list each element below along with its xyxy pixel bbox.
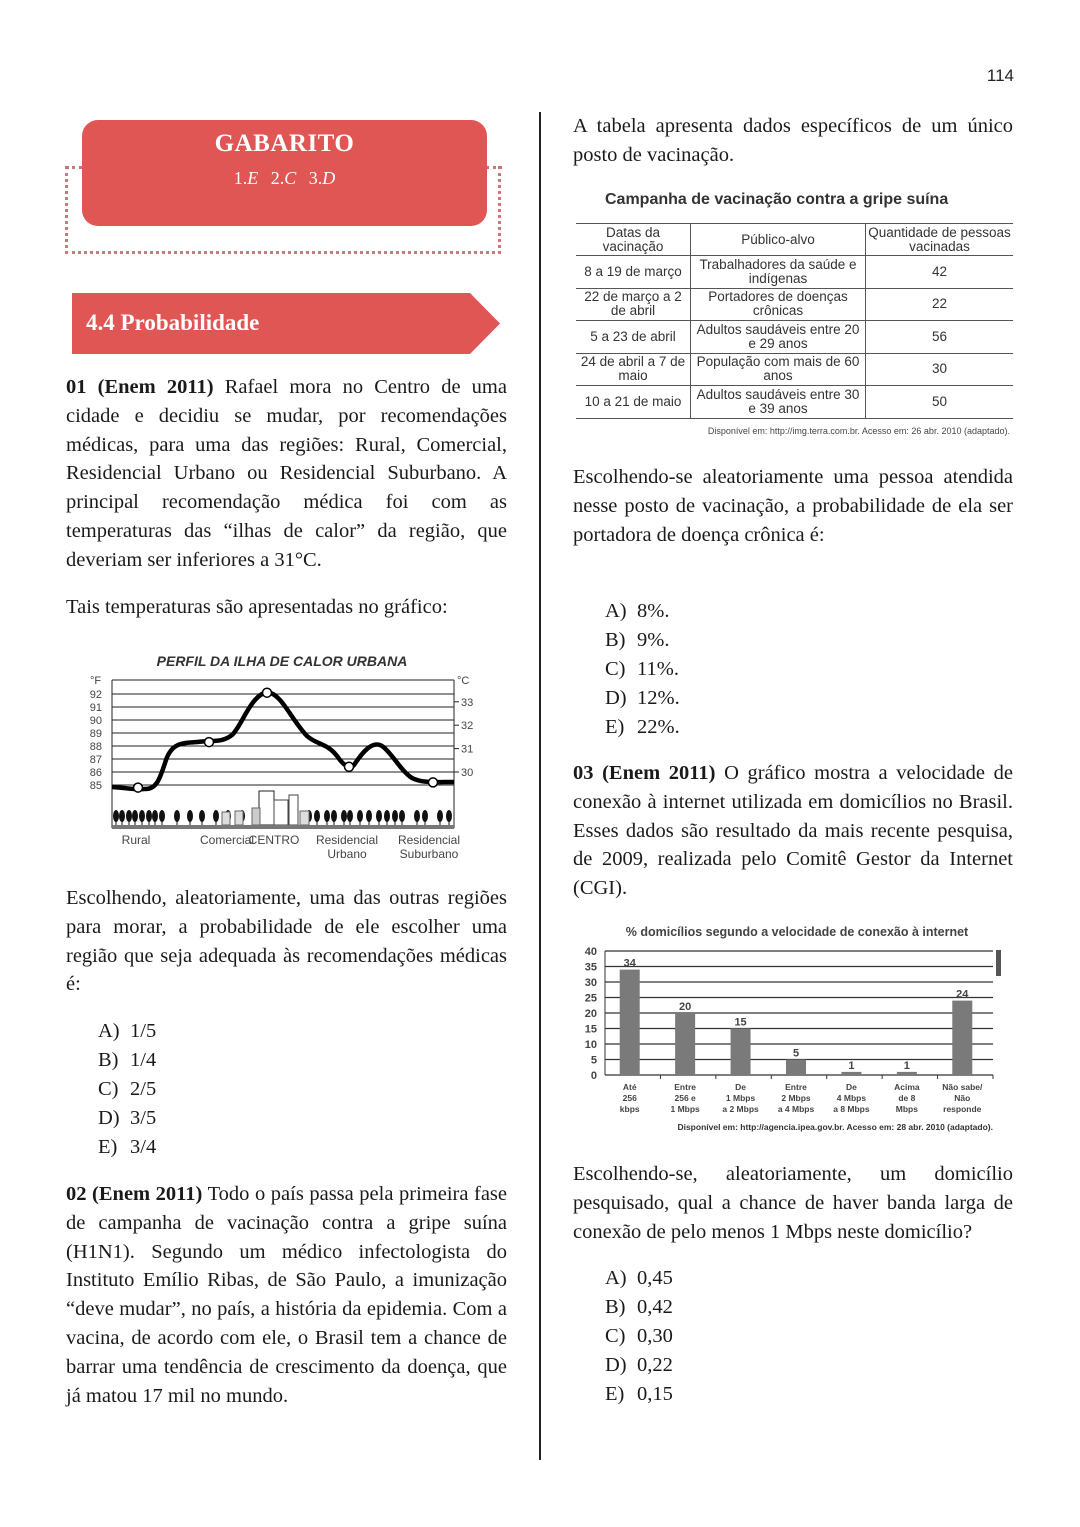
- option-e[interactable]: E) 22%.: [605, 716, 680, 738]
- svg-text:91: 91: [89, 702, 102, 714]
- chart-title: PERFIL DA ILHA DE CALOR URBANA: [156, 653, 408, 669]
- question-3-options: [605, 1264, 673, 1409]
- answer-3: 3.D: [308, 168, 336, 188]
- svg-text:24: 24: [956, 988, 969, 1001]
- answer-key-box: [82, 120, 487, 226]
- bars: [620, 958, 973, 1075]
- y-axis-ticks-c: [454, 697, 473, 779]
- table-title: Campanha de vacinação contra a gripe suína: [605, 191, 949, 208]
- option-c[interactable]: C) 0,30: [605, 1325, 673, 1347]
- table-header-row: [576, 224, 1013, 256]
- option-c[interactable]: C) 11%.: [605, 658, 679, 680]
- question-1-lead-in: Tais temperaturas são apresentadas no gráfico:: [66, 596, 448, 618]
- question-3-statement: [573, 759, 1013, 903]
- svg-text:Entre: Entre: [785, 1082, 807, 1092]
- svg-text:Não: Não: [954, 1093, 971, 1103]
- svg-text:kbps: kbps: [619, 1104, 640, 1114]
- svg-text:25: 25: [584, 992, 597, 1005]
- header-dates: Datas da vacinação: [576, 224, 691, 256]
- svg-text:86: 86: [89, 767, 102, 779]
- skyline-illustration: [113, 791, 452, 825]
- svg-text:256: 256: [622, 1093, 637, 1103]
- svg-text:32: 32: [461, 720, 474, 733]
- dotted-frame-top-right: [486, 166, 502, 169]
- column-divider: [539, 112, 541, 1460]
- svg-text:Mbps: Mbps: [895, 1104, 918, 1114]
- table-row: 22 de março a 2 de abril Portadores de doenças crônicas 22: [576, 288, 1013, 321]
- section-title: 4.4 Probabilidade: [86, 310, 260, 335]
- heat-island-chart: [82, 648, 482, 866]
- question-1-tag: 01 (Enem 2011): [66, 376, 214, 398]
- table-row: 24 de abril a 7 de maio População com mais de 60 anos 30: [576, 353, 1013, 386]
- section-banner: [72, 293, 500, 354]
- x-axis-labels: [122, 833, 460, 861]
- question-2-options: [605, 597, 680, 742]
- svg-text:1 Mbps: 1 Mbps: [725, 1093, 756, 1103]
- svg-text:15: 15: [584, 1023, 597, 1036]
- vertical-credit-mark: [996, 950, 1001, 976]
- svg-text:Entre: Entre: [674, 1082, 697, 1092]
- header-quantity: Quantidade de pessoas vacinadas: [866, 224, 1014, 256]
- option-b[interactable]: B) 0,42: [605, 1296, 673, 1318]
- svg-text:85: 85: [89, 780, 102, 792]
- vaccination-table: [576, 223, 1013, 419]
- question-2-prompt: Escolhendo-se aleatoriamente uma pessoa atendida nesse posto de vacinação, a probabilidade de ela ser portadora de doença crônica é:: [573, 466, 1013, 546]
- svg-text:De: De: [845, 1082, 857, 1092]
- svg-text:10: 10: [584, 1039, 597, 1051]
- question-1-text: Rafael mora no Centro de uma cidade e decidiu se mudar, por recomendações médicas, para uma das regiões: Rural, Comercial, Residencial Urbano ou Residencial Suburbano. A principal recomendação médica foi com as temperaturas das “ilhas de calor” da região, que deveriam ser inferiores a 31°C.: [66, 376, 507, 571]
- svg-text:CENTRO: CENTRO: [248, 833, 300, 847]
- question-2-tag: 02 (Enem 2011): [66, 1183, 203, 1205]
- svg-text:34: 34: [623, 957, 636, 970]
- header-target: Público-alvo: [691, 224, 866, 256]
- option-b[interactable]: B) 1/4: [98, 1049, 157, 1071]
- question-1-prompt: Escolhendo, aleatoriamente, uma das outras regiões para morar, a probabilidade de ele escolher uma região que seja adequada às recomendações médicas é:: [66, 887, 507, 996]
- option-a[interactable]: A) 8%.: [605, 600, 670, 622]
- answer-key-list: [82, 168, 487, 189]
- svg-text:4 Mbps: 4 Mbps: [836, 1093, 867, 1103]
- question-2-statement: [66, 1180, 507, 1410]
- svg-text:2 Mbps: 2 Mbps: [781, 1093, 811, 1103]
- x-axis-labels: [620, 1082, 983, 1114]
- option-d[interactable]: D) 3/5: [98, 1107, 157, 1129]
- svg-text:Não sabe/: Não sabe/: [942, 1082, 983, 1092]
- answer-1: 1.E: [233, 168, 259, 188]
- svg-text:30: 30: [461, 767, 474, 779]
- svg-text:0: 0: [590, 1070, 597, 1082]
- option-a[interactable]: A) 0,45: [605, 1267, 673, 1289]
- dotted-frame-top-left: [65, 166, 83, 169]
- svg-text:87: 87: [89, 754, 102, 766]
- question-3-tag: 03 (Enem 2011): [573, 762, 716, 784]
- svg-text:de 8: de 8: [898, 1093, 916, 1103]
- axis-label-f: °F: [90, 675, 102, 687]
- option-b[interactable]: B) 9%.: [605, 629, 670, 651]
- svg-text:35: 35: [584, 961, 597, 974]
- svg-text:20: 20: [679, 1001, 692, 1013]
- question-2-text: Todo o país passa pela primeira fase de campanha de vacinação contra a gripe suína (H1N1). Segundo um médico infectologista do Instituto Emílio Ribas, de São Paulo, a imunização “deve mudar”, no país, a história da epidemia. Com a vacina, de acordo com ele, o Brasil tem a chance de barrar uma tendência de crescimento da doença, que já matou 17 mil no mundo.: [66, 1183, 507, 1407]
- svg-text:De: De: [735, 1082, 747, 1092]
- svg-text:1 Mbps: 1 Mbps: [670, 1104, 700, 1114]
- svg-text:responde: responde: [943, 1104, 982, 1114]
- y-axis-ticks-f: [90, 689, 102, 792]
- svg-text:Suburbano: Suburbano: [399, 847, 459, 861]
- svg-text:Comercial: Comercial: [199, 833, 255, 847]
- chart-source: Disponível em: http://agencia.ipea.gov.br. Acesso em: 28 abr. 2010 (adaptado).: [677, 1122, 993, 1132]
- option-e[interactable]: E) 0,15: [605, 1383, 673, 1405]
- option-e[interactable]: E) 3/4: [98, 1136, 157, 1158]
- svg-text:89: 89: [89, 728, 102, 740]
- option-a[interactable]: A) 1/5: [98, 1020, 157, 1042]
- svg-text:92: 92: [89, 689, 102, 701]
- question-1-options: [98, 1017, 156, 1162]
- svg-text:15: 15: [734, 1016, 747, 1029]
- svg-text:20: 20: [584, 1008, 597, 1020]
- svg-text:Até: Até: [622, 1082, 637, 1092]
- svg-text:Residencial: Residencial: [315, 833, 379, 847]
- question-3-text: O gráfico mostra a velocidade de conexão à internet utilizada em domicílios no Brasil. Esses dados são resultado da mais recente pesquisa, de 2009, realizada pelo Comitê Gestor da Internet (CGI).: [573, 762, 1013, 900]
- svg-text:33: 33: [461, 696, 474, 709]
- svg-text:a 2 Mbps: a 2 Mbps: [722, 1104, 759, 1114]
- page-number: 114: [986, 66, 1014, 85]
- svg-text:88: 88: [89, 741, 102, 753]
- answer-key-title: GABARITO: [214, 130, 355, 157]
- svg-text:5: 5: [590, 1054, 597, 1067]
- table-row: 10 a 21 de maio Adultos saudáveis entre 30 e 39 anos 50: [576, 386, 1013, 419]
- svg-text:1: 1: [848, 1059, 855, 1072]
- question-2-continuation: A tabela apresenta dados específicos de um único posto de vacinação.: [573, 115, 1013, 166]
- svg-text:256 e: 256 e: [674, 1093, 696, 1103]
- axis-label-c: °C: [457, 675, 470, 687]
- option-d[interactable]: D) 12%.: [605, 687, 680, 709]
- question-3-prompt: Escolhendo-se, aleatoriamente, um domicílio pesquisado, qual a chance de haver banda larga de conexão de pelo menos 1 Mbps neste domicílio?: [573, 1163, 1013, 1243]
- chart-title: % domicílios segundo a velocidade de conexão à internet: [625, 925, 969, 939]
- svg-text:Rural: Rural: [121, 833, 151, 847]
- answer-2: 2.C: [270, 168, 297, 188]
- question-1-statement: [66, 373, 507, 575]
- svg-text:90: 90: [89, 715, 102, 727]
- table-row: 8 a 19 de março Trabalhadores da saúde e indígenas 42: [576, 256, 1013, 289]
- internet-speed-chart: [575, 918, 1015, 1140]
- table-row: 5 a 23 de abril Adultos saudáveis entre 20 e 29 anos 56: [576, 321, 1013, 354]
- svg-text:a 8 Mbps: a 8 Mbps: [833, 1104, 870, 1114]
- option-d[interactable]: D) 0,22: [605, 1354, 673, 1376]
- svg-text:30: 30: [584, 977, 597, 989]
- svg-text:1: 1: [903, 1059, 910, 1072]
- svg-text:a 4 Mbps: a 4 Mbps: [777, 1104, 815, 1114]
- svg-text:Residencial: Residencial: [397, 833, 461, 847]
- table-source: Disponível em: http://img.terra.com.br. Acesso em: 26 abr. 2010 (adaptado).: [707, 426, 1010, 436]
- option-c[interactable]: C) 2/5: [98, 1078, 157, 1100]
- svg-text:40: 40: [584, 946, 597, 958]
- svg-text:5: 5: [792, 1047, 800, 1060]
- svg-text:Urbano: Urbano: [327, 847, 367, 861]
- svg-text:Acima: Acima: [894, 1082, 920, 1092]
- svg-text:31: 31: [461, 743, 474, 756]
